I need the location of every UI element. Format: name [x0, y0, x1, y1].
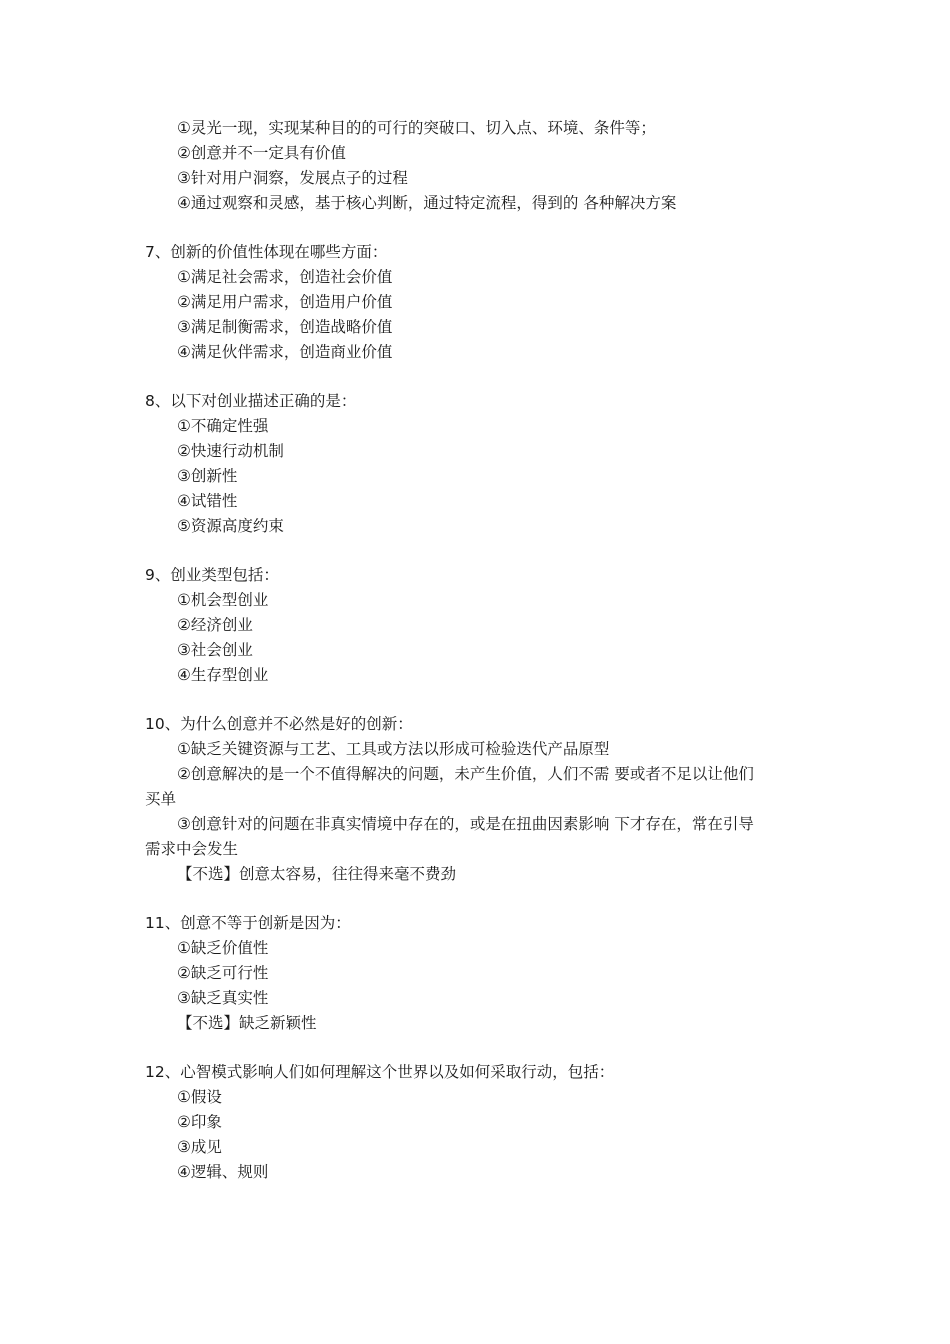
list-item: ⑤资源高度约束 [177, 517, 284, 535]
spacer [0, 887, 950, 911]
list-item: ③缺乏真实性 [177, 989, 269, 1007]
excluded-option: 【不选】创意太容易，往往得来毫不费劲 [177, 865, 457, 883]
spacer [0, 365, 950, 389]
question-title: 11、创意不等于创新是因为： [145, 914, 351, 932]
list-item: ③创意针对的问题在非真实情境中存在的，或是在扭曲因素影响 下才存在，常在引导 [177, 815, 754, 833]
list-item: ④逻辑、规则 [177, 1163, 269, 1181]
question-title: 8、以下对创业描述正确的是： [145, 392, 357, 410]
excluded-option: 【不选】缺乏新颖性 [177, 1014, 317, 1032]
list-item: ②印象 [177, 1113, 222, 1131]
question-10 [0, 712, 950, 887]
question-8 [0, 389, 950, 539]
list-item: ④通过观察和灵感，基于核心判断，通过特定流程，得到的 各种解决方案 [177, 194, 677, 212]
list-item: ①灵光一现，实现某种目的的可行的突破口、切入点、环境、条件等； [177, 119, 656, 137]
list-item: ③满足制衡需求，创造战略价值 [177, 318, 393, 336]
list-item: ④生存型创业 [177, 666, 269, 684]
question-11 [0, 911, 950, 1036]
list-item-continuation: 需求中会发生 [145, 840, 239, 858]
list-item: ①缺乏价值性 [177, 939, 269, 957]
list-item: ①假设 [177, 1088, 222, 1106]
spacer [0, 688, 950, 712]
question-7 [0, 240, 950, 365]
list-item: ①满足社会需求，创造社会价值 [177, 268, 393, 286]
document-page [0, 116, 950, 1185]
list-item: ①机会型创业 [177, 591, 269, 609]
list-item: ②经济创业 [177, 616, 253, 634]
list-item: ③社会创业 [177, 641, 253, 659]
question-title: 7、创新的价值性体现在哪些方面： [145, 243, 388, 261]
list-item: ③针对用户洞察，发展点子的过程 [177, 169, 408, 187]
spacer [0, 216, 950, 240]
list-item: ②创意解决的是一个不值得解决的问题，未产生价值，人们不需 要或者不足以让他们 [177, 765, 754, 783]
list-item: ①缺乏关键资源与工艺、工具或方法以形成可检验迭代产品原型 [177, 740, 610, 758]
spacer [0, 1036, 950, 1060]
question-9 [0, 563, 950, 688]
list-item: ④试错性 [177, 492, 238, 510]
list-item: ②缺乏可行性 [177, 964, 269, 982]
list-item: ③成见 [177, 1138, 222, 1156]
intro-options [0, 116, 950, 216]
question-title: 10、为什么创意并不必然是好的创新： [145, 715, 413, 733]
list-item: ③创新性 [177, 467, 238, 485]
list-item: ②创意并不一定具有价值 [177, 144, 346, 162]
list-item: ①不确定性强 [177, 417, 269, 435]
question-title: 9、创业类型包括： [145, 566, 279, 584]
list-item: ④满足伙伴需求，创造商业价值 [177, 343, 393, 361]
question-title: 12、心智模式影响人们如何理解这个世界以及如何采取行动，包括： [145, 1063, 615, 1081]
list-item: ②满足用户需求，创造用户价值 [177, 293, 393, 311]
spacer [0, 539, 950, 563]
list-item: ②快速行动机制 [177, 442, 284, 460]
list-item-continuation: 买单 [145, 790, 177, 808]
question-12 [0, 1060, 950, 1185]
